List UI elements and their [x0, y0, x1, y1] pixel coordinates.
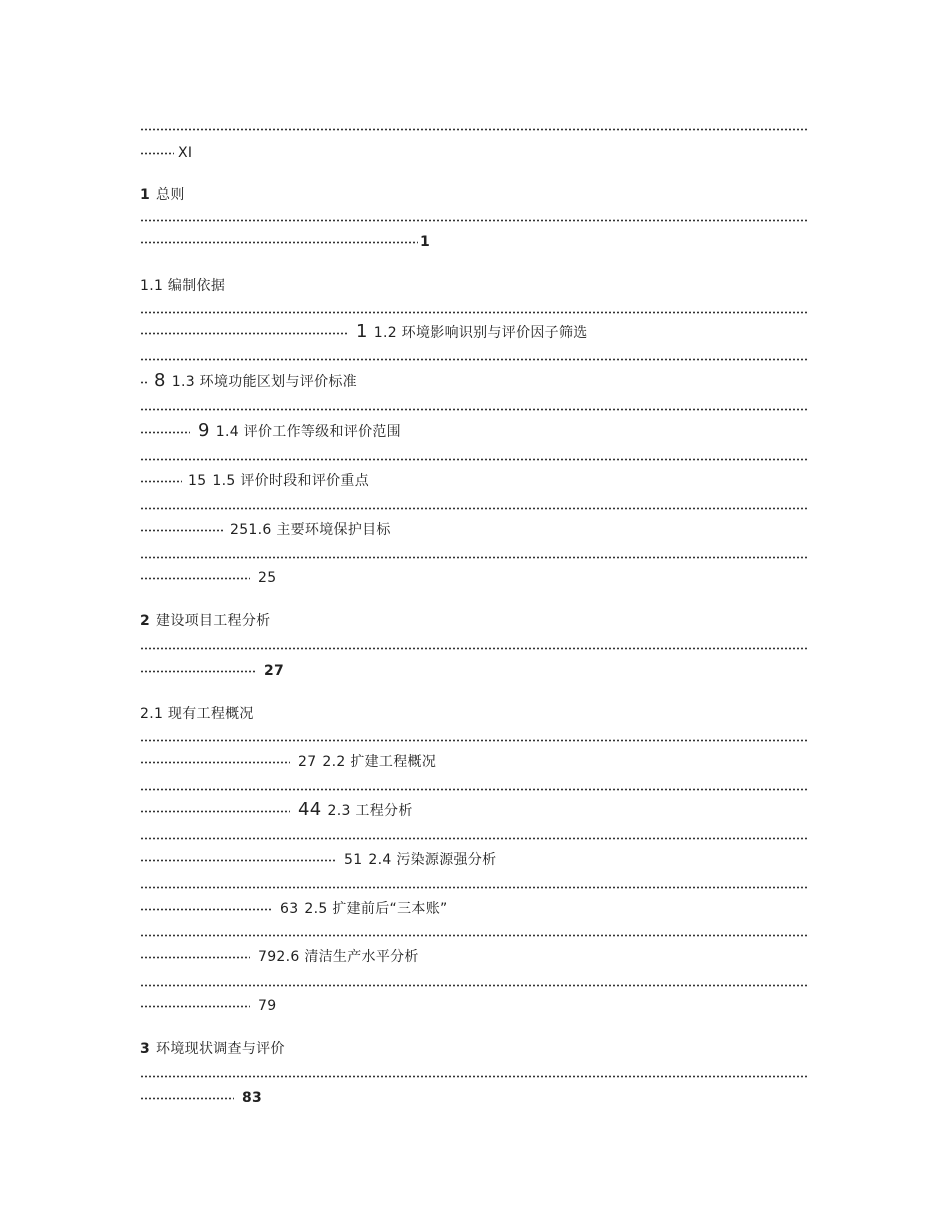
toc-page-number: 1 — [356, 322, 368, 342]
toc-chapter-number: 1 — [140, 187, 151, 203]
leader-dots — [140, 886, 808, 889]
toc-line — [140, 996, 808, 1016]
toc-page-number: 44 — [298, 800, 322, 820]
toc-chapter-title: 环境现状调查与评价 — [156, 1041, 285, 1057]
leader-dots — [140, 332, 348, 335]
toc-entry-front — [140, 143, 808, 163]
toc-page-number: 15 — [188, 473, 207, 489]
leader-dots — [140, 647, 808, 650]
leader-dots — [140, 219, 808, 222]
toc-line — [140, 471, 808, 491]
leader-dots — [140, 670, 256, 673]
toc-chapter-title: 总则 — [156, 187, 185, 203]
leader-dots — [140, 810, 290, 813]
toc-page-number: 83 — [242, 1090, 263, 1106]
toc-line — [140, 421, 808, 442]
leader-dots — [140, 408, 808, 411]
toc-line — [140, 850, 808, 870]
toc-section-title: 1.4 评价工作等级和评价范围 — [215, 424, 401, 440]
leader-dots — [140, 739, 808, 742]
leader-dots — [140, 507, 808, 510]
leader-dots — [140, 956, 250, 959]
toc-page-number: 79 — [258, 998, 277, 1014]
leader-dots — [140, 837, 808, 840]
leader-dots — [140, 908, 272, 911]
toc-section-title: 2.1 现有工程概况 — [140, 706, 254, 722]
toc-page-number: 51 — [344, 852, 363, 868]
leader-dots — [140, 1075, 808, 1078]
toc-page-number: 27 — [264, 663, 285, 679]
leader-dots — [140, 859, 336, 862]
leader-dots — [140, 458, 808, 461]
toc-line — [140, 322, 808, 343]
toc-page-number: 25 — [230, 522, 249, 538]
leader-dots — [140, 480, 182, 483]
leader-dots — [140, 556, 808, 559]
toc-page-number: 27 — [298, 754, 317, 770]
toc-chapter-3-page-line — [140, 1088, 808, 1108]
toc-section-title: 2.3 工程分析 — [327, 803, 413, 819]
toc-page-number: 63 — [280, 901, 299, 917]
leader-dots — [140, 788, 808, 791]
toc-line — [140, 800, 808, 821]
toc-line — [140, 752, 808, 772]
toc-section-title: 1.6 主要环境保护目标 — [248, 522, 391, 538]
toc-page-number: 8 — [154, 371, 166, 391]
toc-line — [140, 568, 808, 588]
leader-dots — [140, 577, 250, 580]
toc-line — [140, 899, 808, 919]
toc-page-number: 1 — [420, 234, 431, 250]
leader-dots — [140, 761, 290, 764]
toc-section-title: 1.3 环境功能区划与评价标准 — [171, 374, 357, 390]
leader-dots — [140, 311, 808, 314]
toc-section-title: 2.4 污染源源强分析 — [368, 852, 497, 868]
toc-chapter-title: 建设项目工程分析 — [156, 613, 271, 629]
leader-dots — [140, 358, 808, 361]
toc-section-1-1 — [140, 276, 808, 296]
toc-chapter-number: 3 — [140, 1041, 151, 1057]
toc-section-title: 2.2 扩建工程概况 — [322, 754, 437, 770]
toc-line — [140, 520, 808, 540]
leader-dots — [140, 381, 148, 384]
toc-chapter-1-page-line — [140, 232, 808, 252]
toc-chapter-number: 2 — [140, 613, 151, 629]
leader-dots — [140, 431, 190, 434]
toc-chapter-3 — [140, 1039, 808, 1059]
leader-dots — [140, 128, 808, 131]
toc-line — [140, 371, 808, 392]
toc-section-title: 2.6 清洁生产水平分析 — [276, 949, 419, 965]
toc-line — [140, 947, 808, 967]
leader-dots — [140, 1005, 250, 1008]
leader-dots — [140, 152, 174, 155]
toc-section-title: 1.2 环境影响识别与评价因子筛选 — [373, 325, 588, 341]
toc-page-number: 25 — [258, 570, 277, 586]
leader-dots — [140, 934, 808, 937]
toc-page-number: 9 — [198, 421, 210, 441]
leader-dots — [140, 529, 224, 532]
toc-page-number: XI — [178, 145, 193, 161]
toc-chapter-1 — [140, 185, 808, 205]
leader-dots — [140, 1097, 234, 1100]
toc-section-title: 2.5 扩建前后“三本账” — [304, 901, 448, 917]
toc-chapter-2 — [140, 611, 808, 631]
leader-dots — [140, 241, 418, 244]
toc-section-title: 1.5 评价时段和评价重点 — [212, 473, 370, 489]
toc-page-number: 79 — [258, 949, 277, 965]
toc-section-2-1 — [140, 704, 808, 724]
leader-dots — [140, 984, 808, 987]
toc-section-title: 1.1 编制依据 — [140, 278, 226, 294]
toc-chapter-2-page-line — [140, 661, 808, 681]
